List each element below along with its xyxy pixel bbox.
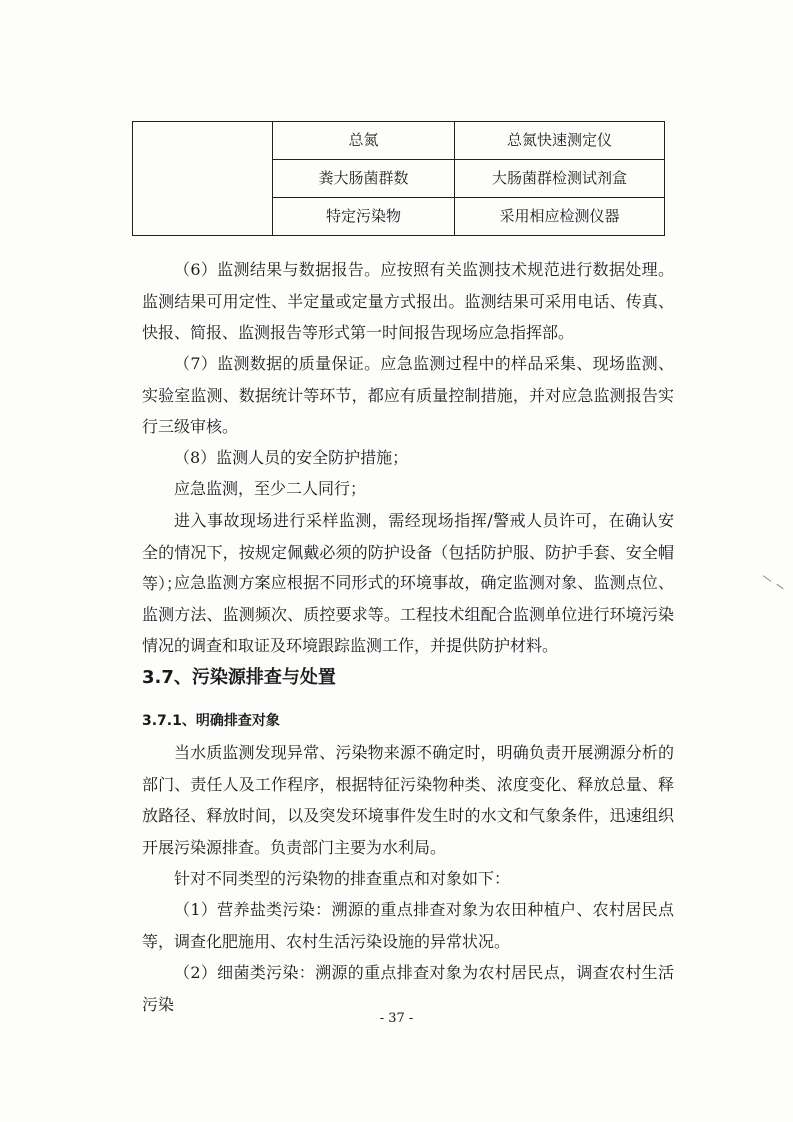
monitoring-method-table — [132, 121, 665, 236]
table-cell-item: 特定污染物 — [273, 198, 455, 236]
paragraph-quality-assurance: （7）监测数据的质量保证。应急监测过程中的样品采集、现场监测、实验室监测、数据统计等环节，都应有质量控制措施，并对应急监测报告实行三级审核。 — [142, 354, 674, 436]
table-cell-method: 总氮快速测定仪 — [455, 122, 665, 160]
paragraph-safety-measures: （8）监测人员的安全防护措施； — [174, 448, 409, 467]
paragraph-monitoring-plan: 应急监测方案应根据不同形式的环境事故，确定监测对象、监测点位、监测方法、监测频次、质控要求等。工程技术组配合监测单位进行环境污染情况的调查和取证及环境跟踪监测工作，并提供防护材料。 — [142, 573, 674, 655]
paragraph-site-entry: 进入事故现场进行采样监测，需经现场指挥/警戒人员许可，在确认安全的情况下，按规定佩戴必须的防护设备（包括防护服、防护手套、安全帽等）； — [142, 511, 674, 593]
table-cell-item: 总氮 — [273, 122, 455, 160]
subsection-heading: 3.7.1、明确排查对象 — [142, 713, 280, 729]
paragraph-monitoring-report: （6）监测结果与数据报告。应按照有关监测技术规范进行数据处理。监测结果可用定性、半定量或定量方式报出。监测结果可采用电话、传真、快报、简报、监测报告等形式第一时间报告现场应急指挥部。 — [142, 260, 674, 342]
scan-mark — [776, 584, 783, 589]
table-cell-merged — [133, 122, 273, 236]
paragraph-targets-intro: 针对不同类型的污染物的排查重点和对象如下： — [174, 869, 511, 888]
table-cell-method: 采用相应检测仪器 — [455, 198, 665, 236]
section-heading: 3.7、污染源排查与处置 — [142, 667, 336, 688]
paragraph-two-person-rule: 应急监测，至少二人同行； — [174, 479, 367, 498]
table-cell-method: 大肠菌群检测试剂盒 — [455, 160, 665, 198]
table-row — [133, 122, 665, 160]
paragraph-nutrient-pollution: （1）营养盐类污染：溯源的重点排查对象为农田种植户、农村居民点等，调查化肥施用、农村生活污染设施的异常状况。 — [142, 900, 674, 951]
page-number: - 37 - — [379, 1011, 414, 1026]
paragraph-bacterial-pollution: （2）细菌类污染：溯源的重点排查对象为农村居民点，调查农村生活污染 — [142, 963, 674, 1014]
scan-mark — [763, 575, 772, 582]
paragraph-source-tracing: 当水质监测发现异常、污染物来源不确定时，明确负责开展溯源分析的部门、责任人及工作程序，根据特征污染物种类、浓度变化、释放总量、释放路径、释放时间，以及突发环境事件发生时的水文和气象条件，迅速组织开展污染源排查。负责部门主要为水利局。 — [142, 743, 674, 857]
table-cell-item: 粪大肠菌群数 — [273, 160, 455, 198]
